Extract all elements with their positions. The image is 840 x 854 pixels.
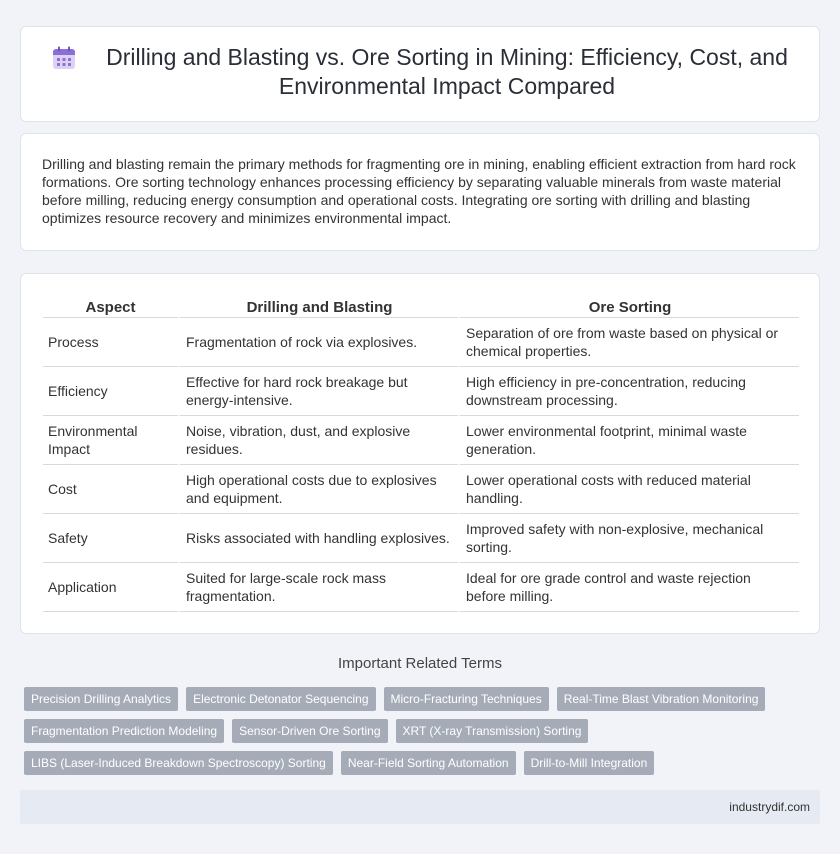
drilling-blasting-cell: Fragmentation of rock via explosives. [178, 318, 458, 367]
table-row [43, 465, 799, 514]
aspect-cell: Application [43, 563, 178, 612]
header-drilling-blasting: Drilling and Blasting [178, 296, 458, 318]
ore-sorting-cell: Lower environmental footprint, minimal waste generation. [458, 416, 799, 465]
related-terms-list [24, 687, 814, 775]
related-term-tag[interactable]: Micro-Fracturing Techniques [384, 687, 549, 711]
drilling-blasting-cell: High operational costs due to explosives and equipment. [178, 465, 458, 514]
table-row [43, 416, 799, 465]
related-terms-title: Important Related Terms [338, 655, 502, 672]
intro-card [20, 133, 820, 251]
ore-sorting-cell: Lower operational costs with reduced material handling. [458, 465, 799, 514]
page-title: Drilling and Blasting vs. Ore Sorting in Mining: Efficiency, Cost, and Environmental Impact Compared [106, 44, 788, 99]
footer-bar [20, 790, 820, 824]
footer-site-link[interactable]: industrydif.com [729, 800, 810, 814]
ore-sorting-cell: Improved safety with non-explosive, mechanical sorting. [458, 514, 799, 563]
aspect-cell: Process [43, 318, 178, 367]
aspect-cell: Safety [43, 514, 178, 563]
header-aspect: Aspect [43, 296, 178, 318]
intro-paragraph: Drilling and blasting remain the primary methods for fragmenting ore in mining, enabling efficient extraction from hard rock formations. Ore sorting technology enhances processing efficiency by separating valuable minerals from waste material before milling, reducing energy consumption and operational costs. Integrating ore sorting with drilling and blasting optimizes resource recovery and minimizes environmental impact. [42, 156, 796, 226]
table-row [43, 514, 799, 563]
related-term-tag[interactable]: Electronic Detonator Sequencing [186, 687, 375, 711]
aspect-cell: Efficiency [43, 367, 178, 416]
drilling-blasting-cell: Suited for large-scale rock mass fragmentation. [178, 563, 458, 612]
related-term-tag[interactable]: XRT (X-ray Transmission) Sorting [396, 719, 589, 743]
aspect-cell: Environmental Impact [43, 416, 178, 465]
drilling-blasting-cell: Noise, vibration, dust, and explosive residues. [178, 416, 458, 465]
comparison-table [43, 296, 799, 612]
table-row [43, 367, 799, 416]
related-term-tag[interactable]: LIBS (Laser-Induced Breakdown Spectroscopy) Sorting [24, 751, 333, 775]
related-term-tag[interactable]: Near-Field Sorting Automation [341, 751, 516, 775]
header-ore-sorting: Ore Sorting [458, 296, 799, 318]
comparison-card [20, 273, 820, 634]
drilling-blasting-cell: Effective for hard rock breakage but energy-intensive. [178, 367, 458, 416]
table-row [43, 563, 799, 612]
table-row [43, 318, 799, 367]
related-term-tag[interactable]: Sensor-Driven Ore Sorting [232, 719, 387, 743]
drilling-blasting-cell: Risks associated with handling explosives. [178, 514, 458, 563]
ore-sorting-cell: Separation of ore from waste based on physical or chemical properties. [458, 318, 799, 367]
calendar-icon [51, 45, 77, 71]
header-card [20, 26, 820, 122]
aspect-cell: Cost [43, 465, 178, 514]
related-term-tag[interactable]: Drill-to-Mill Integration [524, 751, 655, 775]
ore-sorting-cell: High efficiency in pre-concentration, reducing downstream processing. [458, 367, 799, 416]
table-header-row [43, 296, 799, 318]
related-term-tag[interactable]: Precision Drilling Analytics [24, 687, 178, 711]
ore-sorting-cell: Ideal for ore grade control and waste rejection before milling. [458, 563, 799, 612]
related-term-tag[interactable]: Fragmentation Prediction Modeling [24, 719, 224, 743]
related-term-tag[interactable]: Real-Time Blast Vibration Monitoring [557, 687, 766, 711]
